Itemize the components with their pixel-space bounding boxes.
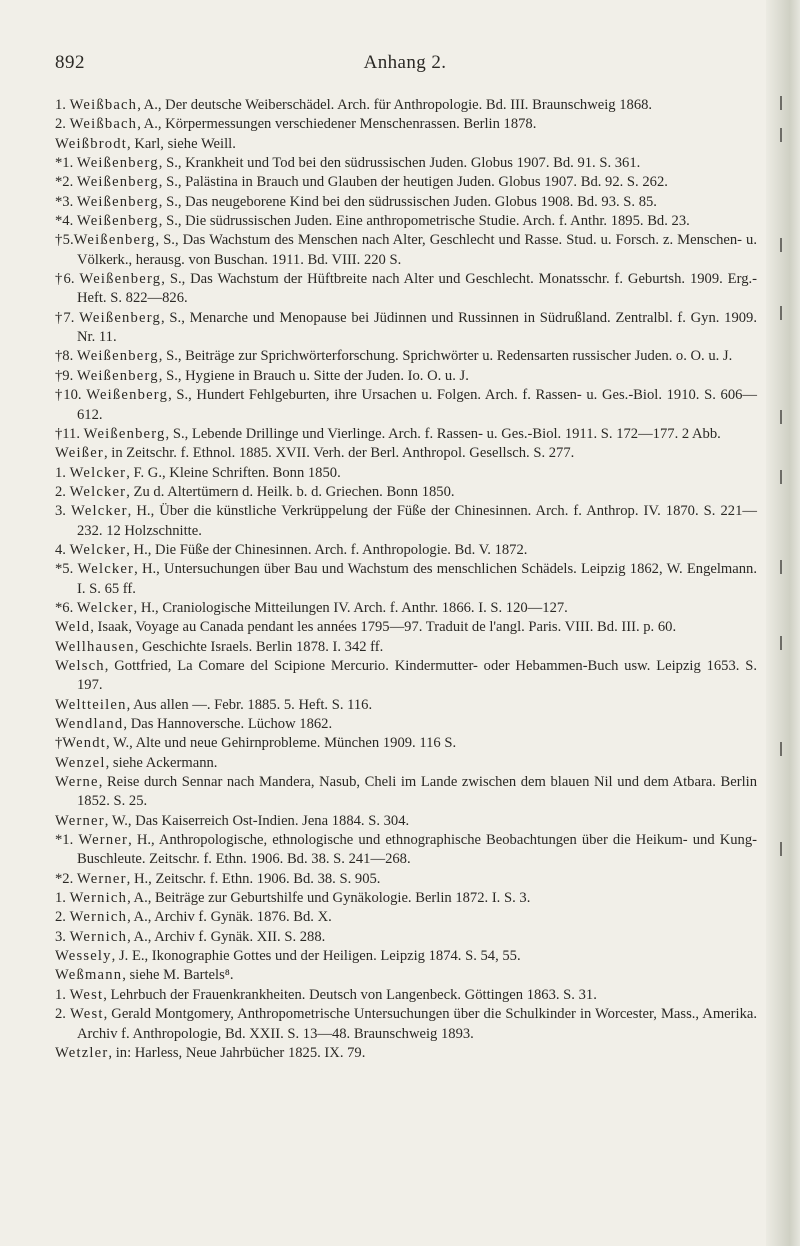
bibliography-entry [55, 173, 757, 192]
entry-citation: , Reise durch Sennar nach Mandera, Nasub, Cheli im Lande zwischen dem blauen Nil und dem Atbara. Berlin 1852. S. 25. [77, 774, 757, 810]
entry-number: *2. [55, 174, 77, 191]
entry-citation: , Gerald Montgomery, Anthropometrische Untersuchungen über die Schulkinder in Worcester, Mass., Amerika. Archiv f. Anthropologie, Bd. XXII. S. 13—48. Braunschweig 1893. [77, 1006, 757, 1042]
entry-number: 2. [55, 116, 70, 133]
entry-number: 1. [55, 890, 70, 907]
entry-author: Werne [55, 774, 99, 791]
entry-author: Weltteilen [55, 696, 127, 713]
bibliography-list [55, 96, 757, 1063]
bibliography-entry [55, 444, 757, 463]
entry-author: Wetzler [55, 1044, 109, 1061]
entry-author: Wendland [55, 716, 124, 732]
entry-citation: , F. G., Kleine Schriften. Bonn 1850. [126, 464, 341, 481]
entry-number: †8. [55, 348, 77, 365]
entry-author: Welcker [69, 541, 127, 558]
entry-citation: , S., Die südrussischen Juden. Eine anthropometrische Studie. Arch. f. Anthr. 1895. Bd. 23. [158, 213, 690, 230]
bibliography-entry [55, 657, 757, 696]
entry-number: *1. [55, 155, 77, 172]
bibliography-entry [55, 928, 757, 947]
bibliography-entry [55, 309, 757, 348]
bibliography-entry [55, 1044, 757, 1063]
entry-citation: , H., Über die künstliche Verkrüppelung der Füße der Chinesinnen. Arch. f. Anthrop. IV. 1870. S. 221—232. 12 Holzschnitte. [77, 503, 757, 539]
entry-citation: , W., Das Kaiserreich Ost-Indien. Jena 1884. S. 304. [104, 812, 410, 829]
bibliography-entry [55, 96, 757, 115]
entry-citation: , S., Lebende Drillinge und Vierlinge. Arch. f. Rassen- u. Ges.-Biol. 1911. S. 172—177. 2 Abb. [165, 425, 721, 442]
entry-number: †11. [55, 425, 84, 442]
entry-author: Wellhausen [55, 638, 135, 655]
entry-author: West [69, 1006, 104, 1023]
entry-author: Weißenberg [79, 271, 162, 288]
entry-citation: , Zu d. Altertümern d. Heilk. b. d. Griechen. Bonn 1850. [126, 483, 455, 500]
entry-author: Welcker [77, 561, 135, 578]
entry-author: Welsch [55, 657, 105, 674]
entry-citation: , A., Körpermessungen verschiedener Menschenrassen. Berlin 1878. [137, 116, 537, 133]
entry-author: Weißenberg [76, 174, 159, 191]
entry-author: Wernich [69, 909, 128, 926]
bibliography-entry [55, 115, 757, 134]
entry-citation: , Gottfried, La Comare del Scipione Mercurio. Kindermutter- oder Hebammen-Buch usw. Leipzig 1653. S. 197. [77, 657, 757, 694]
entry-citation: , Lehrbuch der Frauenkrankheiten. Deutsch von Langenbeck. Göttingen 1863. S. 31. [103, 986, 597, 1003]
entry-citation: , S., Hundert Fehlgeburten, ihre Ursachen u. Folgen. Arch. f. Rassen- u. Ges.-Biol. 1910. S. 606—612. [77, 387, 758, 423]
entry-author: Weld [55, 619, 91, 636]
bibliography-entry [55, 908, 757, 927]
entry-author: Weißbrodt [55, 135, 128, 152]
entry-citation: , in Zeitschr. f. Ethnol. 1885. XVII. Verh. der Berl. Anthropol. Gesellsch. S. 277. [103, 445, 575, 462]
bibliography-entry [55, 599, 757, 618]
entry-number: 3. [55, 503, 72, 520]
bibliography-entry [55, 812, 757, 831]
entry-citation: , Geschichte Israels. Berlin 1878. I. 342 ff. [134, 638, 384, 655]
entry-citation: , S., Beiträge zur Sprichwörterforschung. Sprichwörter u. Redensarten russischer Juden. o. O. u. J. [158, 348, 733, 365]
bibliography-entry [55, 231, 757, 270]
bibliography-entry [55, 135, 757, 154]
entry-author: Weißenberg [79, 309, 162, 326]
entry-number: *2. [55, 870, 77, 887]
entry-citation: , Aus allen —. Febr. 1885. 5. Heft. S. 116. [126, 696, 373, 713]
entry-author: Welcker [69, 464, 127, 481]
entry-number: *5. [55, 561, 78, 578]
entry-number: † [55, 735, 63, 752]
entry-citation: , siehe M. Bartels⁸. [122, 967, 234, 984]
entry-author: Weißenberg [76, 367, 159, 384]
page-header [0, 52, 800, 78]
entry-author: Werner [55, 812, 105, 829]
entry-citation: , S., Hygiene in Brauch u. Sitte der Juden. Io. O. u. J. [158, 367, 469, 384]
entry-citation: , H., Untersuchungen über Bau und Wachstum des menschlichen Schädels. Leipzig 1862, W. Engelmann. I. S. 65 ff. [77, 561, 757, 597]
entry-number: 4. [55, 541, 70, 558]
bibliography-entry [55, 638, 757, 657]
page-number: 892 [55, 52, 85, 73]
bibliography-entry [55, 425, 757, 444]
entry-number: †7. [55, 309, 80, 326]
entry-number: 1. [55, 986, 70, 1003]
bibliography-entry [55, 347, 757, 366]
bibliography-entry [55, 1005, 757, 1044]
entry-citation: , S., Palästina in Brauch und Glauben der heutigen Juden. Globus 1907. Bd. 92. S. 262. [158, 174, 668, 191]
entry-author: Weißenberg [76, 213, 159, 230]
entry-author: Welcker [76, 599, 134, 616]
entry-number: 3. [55, 928, 70, 945]
entry-citation: , W., Alte und neue Gehirnprobleme. München 1909. 116 S. [106, 735, 457, 752]
bibliography-entry [55, 696, 757, 715]
bibliography-entry [55, 986, 757, 1005]
entry-author: Welcker [69, 483, 127, 500]
entry-citation: , H., Zeitschr. f. Ethn. 1906. Bd. 38. S. 905. [126, 870, 381, 887]
bibliography-entry [55, 464, 757, 483]
entry-author: Weißbach [69, 116, 138, 133]
entry-author: West [69, 986, 104, 1003]
entry-citation: , A., Archiv f. Gynäk. XII. S. 288. [127, 928, 326, 945]
entry-citation: , S., Menarche und Menopause bei Jüdinnen und Russinnen in Südrußland. Zentralbl. f. Gyn. 1909. Nr. 11. [77, 309, 757, 346]
entry-citation: , S., Das Wachstum des Menschen nach Alter, Geschlecht und Rasse. Stud. u. Forsch. z. Menschen- u. Völkerk., herausg. von Buschan. 1911. Bd. VIII. 220 S. [77, 232, 757, 268]
entry-author: Weißenberg [86, 387, 169, 404]
bibliography-entry [55, 715, 757, 734]
entry-author: Wernich [69, 928, 128, 945]
bibliography-entry [55, 889, 757, 908]
bibliography-entry [55, 831, 757, 870]
entry-author: Weißenberg [76, 155, 159, 172]
entry-citation: , S., Das Wachstum der Hüftbreite nach Alter und Geschlecht. Monatsschr. f. Geburtsh. 1909. Erg.-Heft. S. 822—826. [77, 271, 758, 307]
entry-author: Wenzel [55, 754, 106, 771]
entry-citation: , H., Craniologische Mitteilungen IV. Arch. f. Anthr. 1866. I. S. 120—127. [133, 599, 568, 616]
entry-citation: , siehe Ackermann. [105, 754, 218, 771]
entry-author: Welcker [71, 503, 128, 520]
bibliography-entry [55, 773, 757, 812]
running-head: Anhang 2. [363, 52, 447, 73]
entry-citation: , J. E., Ikonographie Gottes und der Heiligen. Leipzig 1874. S. 54, 55. [111, 948, 521, 965]
entry-number: 2. [55, 1006, 70, 1023]
bibliography-entry [55, 502, 757, 541]
page-binding-edge [766, 0, 800, 1246]
bibliography-entry [55, 367, 757, 386]
bibliography-entry [55, 386, 757, 425]
bibliography-entry [55, 560, 757, 599]
entry-number: *6. [55, 599, 77, 616]
entry-author: Wendt [62, 735, 107, 752]
bibliography-entry [55, 754, 757, 773]
entry-author: Weißenberg [76, 193, 159, 210]
entry-author: Weßmann [55, 967, 123, 984]
entry-author: Weißenberg [83, 425, 166, 442]
bibliography-entry [55, 483, 757, 502]
entry-author: Weißenberg [76, 348, 159, 365]
entry-citation: , A., Der deutsche Weiberschädel. Arch. für Anthropologie. Bd. III. Braunschweig 1868. [137, 97, 653, 113]
bibliography-entry [55, 947, 757, 966]
entry-citation: , Karl, siehe Weill. [127, 135, 236, 152]
entry-number: †10. [55, 387, 87, 404]
entry-citation: , S., Das neugeborene Kind bei den südrussischen Juden. Globus 1908. Bd. 93. S. 85. [158, 193, 657, 210]
entry-number: *4. [55, 213, 77, 230]
entry-number: 2. [55, 909, 70, 926]
entry-citation: , H., Anthropologische, ethnologische und ethnographische Beobachtungen über die Heikum- und Kung-Buschleute. Zeitschr. f. Ethn. 1906. Bd. 38. S. 241—268. [77, 832, 758, 868]
entry-number: 2. [55, 483, 70, 500]
bibliography-entry [55, 966, 757, 985]
entry-citation: , A., Archiv f. Gynäk. 1876. Bd. X. [127, 909, 332, 926]
entry-citation: , Das Hannoversche. Lüchow 1862. [123, 716, 333, 732]
entry-citation: , A., Beiträge zur Geburtshilfe und Gynäkologie. Berlin 1872. I. S. 3. [127, 890, 531, 907]
entry-number: †5. [55, 232, 74, 249]
entry-author: Weißbach [69, 97, 138, 113]
entry-author: Werner [76, 870, 127, 887]
entry-citation: , Isaak, Voyage au Canada pendant les années 1795—97. Traduit de l'angl. Paris. VIII. Bd. III. p. 60. [90, 619, 677, 636]
entry-number: †6. [55, 271, 80, 288]
bibliography-entry [55, 270, 757, 309]
entry-author: Weißer [55, 445, 104, 462]
entry-author: Weißenberg [73, 232, 156, 249]
entry-author: Werner [78, 832, 129, 849]
entry-citation: , S., Krankheit und Tod bei den südrussischen Juden. Globus 1907. Bd. 91. S. 361. [158, 155, 641, 172]
bibliography-entry [55, 618, 757, 637]
entry-author: Wessely [55, 948, 112, 965]
entry-number: 1. [55, 97, 70, 113]
bibliography-entry [55, 212, 757, 231]
bibliography-entry [55, 193, 757, 212]
bibliography-entry [55, 734, 757, 753]
entry-citation: , in: Harless, Neue Jahrbücher 1825. IX. 79. [108, 1044, 366, 1061]
entry-citation: , H., Die Füße der Chinesinnen. Arch. f. Anthropologie. Bd. V. 1872. [126, 541, 528, 558]
bibliography-entry [55, 541, 757, 560]
entry-author: Wernich [69, 890, 128, 907]
entry-number: *1. [55, 832, 79, 849]
entry-number: *3. [55, 193, 77, 210]
bibliography-entry [55, 870, 757, 889]
entry-number: 1. [55, 464, 70, 481]
bibliography-entry [55, 154, 757, 173]
entry-number: †9. [55, 367, 77, 384]
